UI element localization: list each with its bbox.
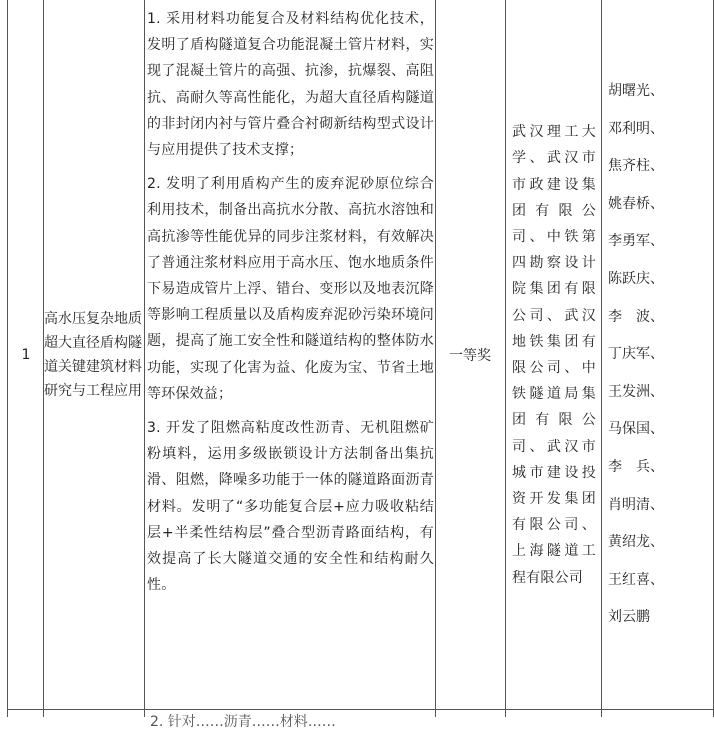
person-name: 肖明清、 [608,496,664,513]
person-name: 焦齐柱、 [608,158,664,175]
row-number [8,0,44,710]
organizations: 武汉理工大学、武汉市市政建设集团有限公司、中铁第四勘察设计院集团有限公司、武汉地铁集团有限公司、中铁隧道局集团有限公司、武汉市城市建设投资开发集团有限公司、上海隧道工程有限公司 [512,124,596,586]
person-name: 姚春桥、 [608,195,664,212]
award-level-cell [435,0,505,710]
row-number-text: 1 [21,347,31,363]
person-name: 马保国、 [608,421,664,438]
person-name: 陈跃庆、 [608,271,664,288]
person-name: 李 兵、 [608,458,664,475]
grid-line [505,0,506,717]
person-name: 丁庆军、 [608,346,664,363]
next-row-text: 2. 针对……沥青……材料…… [150,714,336,730]
person-name: 刘云鹏 [608,609,650,626]
person-name: 王红喜、 [608,571,664,588]
person-name: 胡曙光、 [608,83,664,100]
project-title: 高水压复杂地质超大直径盾构隧道关键建筑材料研究与工程应用 [44,311,142,399]
achievement-item-2: 2. 发明了利用盾构产生的废弃泥砂原位综合利用技术，制备出高抗水分散、高抗水溶蚀和高抗渗等性能优异的同步注浆材料，有效解决了普通注浆材料应用于高水压、饱水地质条件下易造成管片上浮、错台、变形以及地表沉降等影响工程质量以及盾构废弃泥砂污染环境问题，提高了施工安全性和隧道结构的整体防水功能，实现了化害为益、化废为宝、节省土地等环保效益； [147,176,434,402]
person-name: 李 波、 [608,308,664,325]
grid-line [601,0,602,717]
person-name: 邓利明、 [608,120,664,137]
person-name: 李勇军、 [608,233,664,250]
achievement-item-1: 1. 采用材料功能复合及材料结构优化技术，发明了盾构隧道复合功能混凝土管片材料，实现了混凝土管片的高强、抗渗，抗爆裂、高阻抗、高耐久等高性能化，为超大直径盾构隧道的非封闭内衬与管片叠合衬砌新结构型式设计与应用提供了技术支撑； [147,11,434,159]
achievement-item-3: 3. 开发了阻燃高粘度改性沥青、无机阻燃矿粉填料，运用多级嵌锁设计方法制备出集抗滑、阻燃，降噪多功能于一体的隧道路面沥青材料。发明了“多功能复合层+应力吸收粘结层+半柔性结构层”叠合型沥青路面结构，有效提高了长大隧道交通的安全性和结构耐久性。 [147,420,434,594]
next-row-partial [150,711,430,730]
person-name: 王发洲、 [608,383,664,400]
award-level: 一等奖 [449,348,491,364]
project-title-cell [44,0,144,710]
grid-line [144,0,145,717]
person-name: 黄绍龙、 [608,534,664,551]
people-cell [608,0,708,710]
achievements-cell [147,6,434,606]
organizations-cell [512,0,596,710]
